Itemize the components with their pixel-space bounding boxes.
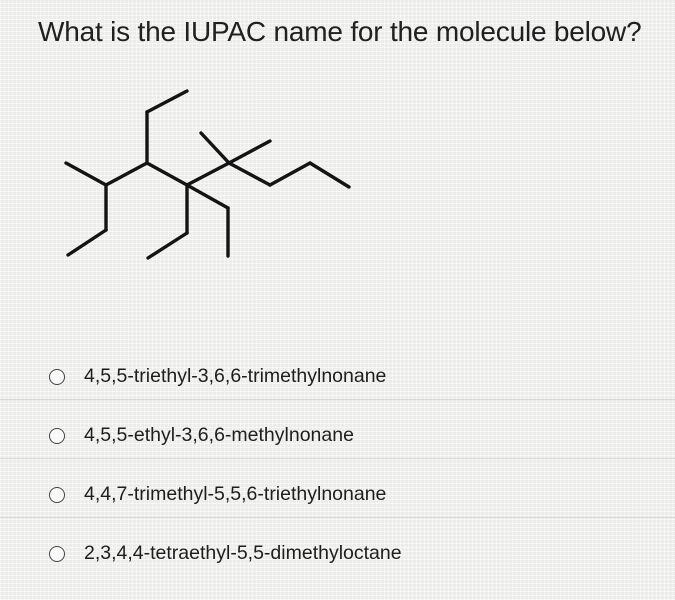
option-label[interactable]: 4,5,5-triethyl-3,6,6-trimethylnonane <box>84 365 387 387</box>
bond <box>187 163 229 185</box>
bond <box>229 141 270 163</box>
radio-button[interactable] <box>49 428 65 444</box>
bond <box>147 163 187 185</box>
bond <box>66 163 106 185</box>
radio-button[interactable] <box>49 487 65 503</box>
bond <box>270 163 310 185</box>
divider <box>0 399 675 400</box>
answer-option[interactable] <box>0 460 675 518</box>
option-label[interactable]: 2,3,4,4-tetraethyl-5,5-dimethyloctane <box>84 542 402 564</box>
bond <box>201 133 229 163</box>
bond <box>148 233 187 258</box>
divider <box>0 517 675 518</box>
option-label[interactable]: 4,4,7-trimethyl-5,5,6-triethylnonane <box>84 483 387 505</box>
bond <box>68 230 106 255</box>
bond <box>106 163 147 185</box>
question-text: What is the IUPAC name for the molecule below? <box>38 16 642 47</box>
answer-option[interactable] <box>0 401 675 459</box>
bond <box>229 163 270 185</box>
answer-option[interactable] <box>0 342 675 400</box>
bond <box>310 163 349 187</box>
option-label[interactable]: 4,5,5-ethyl-3,6,6-methylnonane <box>84 424 354 446</box>
radio-button[interactable] <box>49 546 65 562</box>
bond <box>147 91 187 112</box>
divider <box>0 458 675 459</box>
radio-button[interactable] <box>49 369 65 385</box>
bond <box>187 185 228 208</box>
answer-option[interactable] <box>0 519 675 577</box>
